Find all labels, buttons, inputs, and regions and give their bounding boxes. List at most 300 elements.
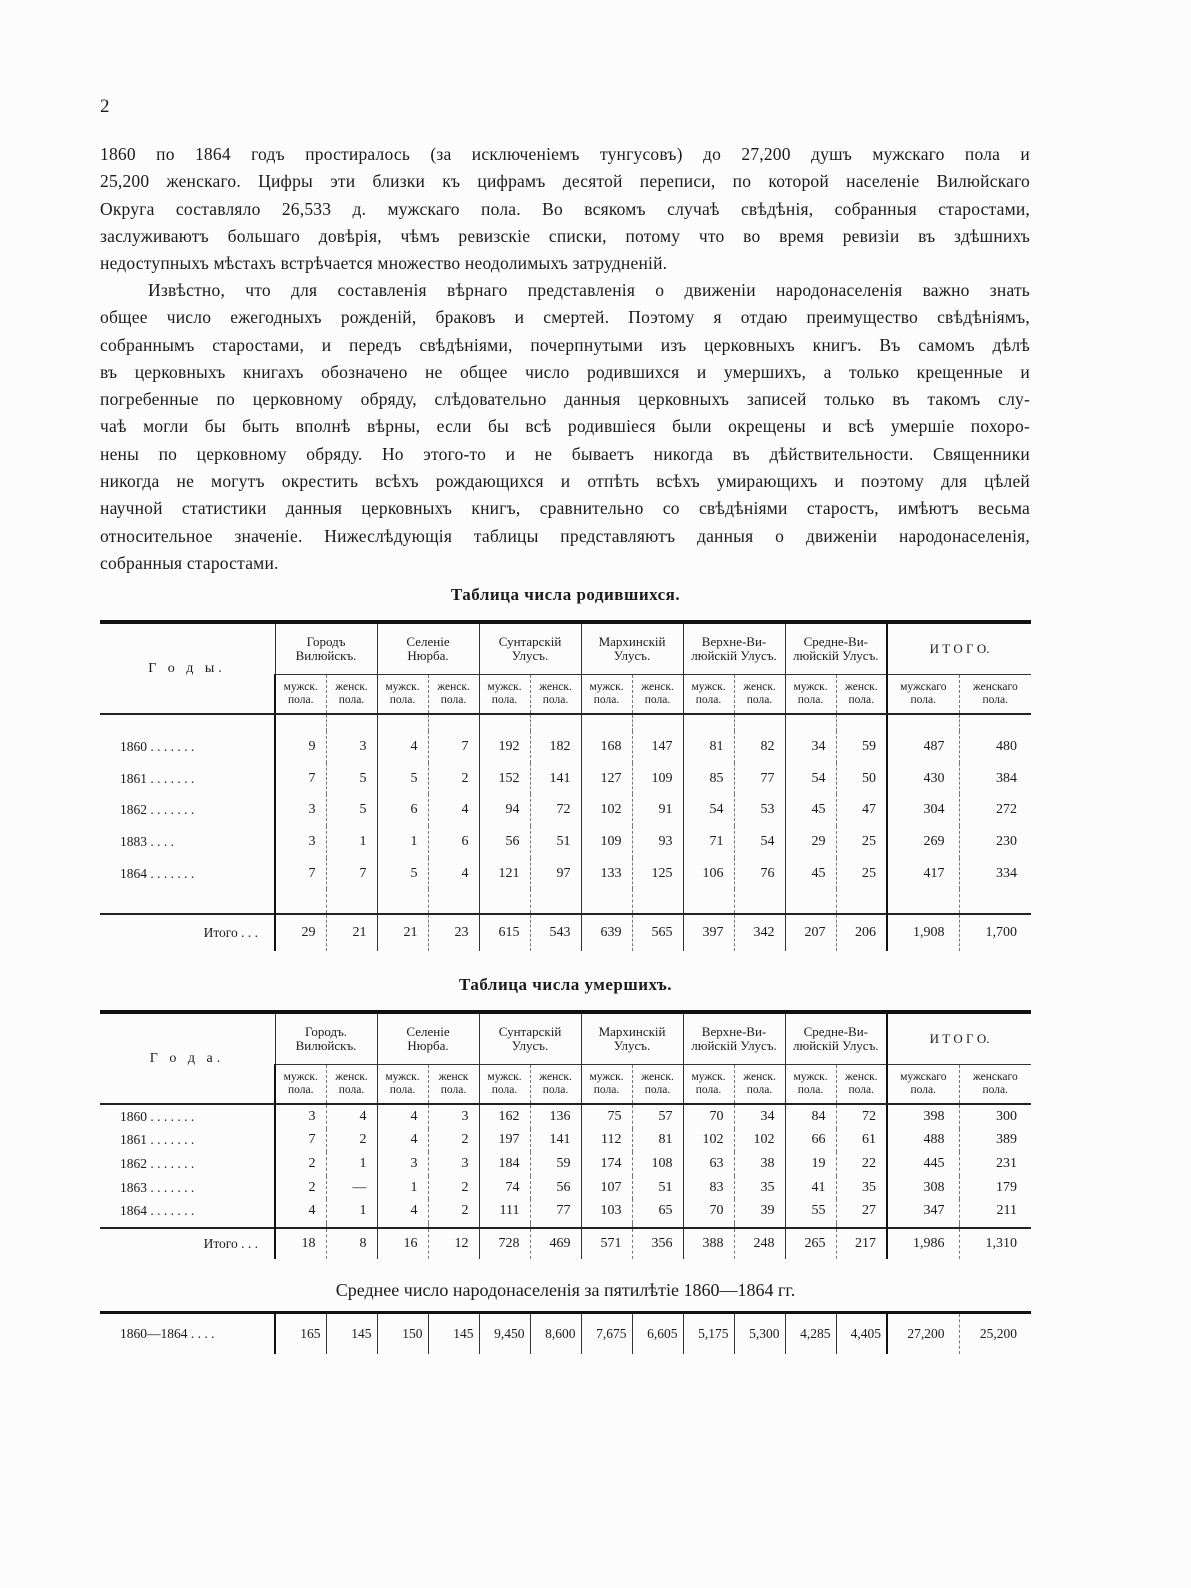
average-row: [100, 1313, 1031, 1355]
total-value: 469: [530, 1228, 581, 1259]
value-cell: 111: [479, 1199, 530, 1223]
sex-subheader: женск. пола.: [734, 1065, 785, 1105]
value-cell: 6: [377, 794, 428, 826]
total-value: 728: [479, 1228, 530, 1259]
value-cell: 19: [785, 1152, 836, 1176]
value-cell: 103: [581, 1199, 632, 1223]
value-cell: 272: [959, 794, 1031, 826]
total-value: 1,986: [887, 1228, 959, 1259]
table-row: [100, 1152, 1031, 1176]
value-cell: 91: [632, 794, 683, 826]
sex-subheader: мужск. пола.: [785, 1065, 836, 1105]
value-cell: 81: [632, 1129, 683, 1153]
total-value: 1,908: [887, 914, 959, 951]
table-row: [100, 826, 1031, 858]
text-line: 1860 по 1864 годъ простиралось (за исключеніемъ тунгусовъ) до 27,200 душъ мужскаго пола и: [100, 144, 1030, 164]
spacer-cell: [275, 714, 326, 731]
year-label: 1860 . . . . . . .: [120, 738, 195, 754]
text-line: относительное значеніе. Нижеслѣдующія таблицы представляютъ данныя о движеніи народонаселенія,: [100, 525, 1030, 546]
sex-subheader: женск. пола.: [428, 675, 479, 715]
total-value: 615: [479, 914, 530, 951]
column-group-header: И Т О Г О.: [887, 1012, 1031, 1065]
value-cell: 109: [632, 763, 683, 795]
paragraph-1: [100, 141, 1030, 277]
value-cell: 25,200: [959, 1313, 1031, 1355]
value-cell: 2: [275, 1152, 326, 1176]
total-value: 29: [275, 914, 326, 951]
table-row: [100, 858, 1031, 890]
total-value: 1,700: [959, 914, 1031, 951]
value-cell: 76: [734, 858, 785, 890]
value-cell: 66: [785, 1129, 836, 1153]
value-cell: 4: [377, 1129, 428, 1153]
year-label: 1883 . . . .: [120, 833, 174, 849]
value-cell: 1: [377, 1176, 428, 1200]
deaths-table: [100, 1010, 1031, 1259]
spacer-cell: [581, 714, 632, 731]
sex-subheader: женскаго пола.: [959, 675, 1031, 715]
total-value: 207: [785, 914, 836, 951]
value-cell: 487: [887, 731, 959, 763]
sex-subheader: мужск. пола.: [581, 675, 632, 715]
value-cell: 25: [836, 826, 887, 858]
value-cell: 27,200: [887, 1313, 959, 1355]
text-line: общее число ежегодныхъ рожденій, браковъ и смертей. Поэтому я отдаю преимущество свѣдѣніямъ,: [100, 307, 1030, 328]
value-cell: 269: [887, 826, 959, 858]
value-cell: 141: [530, 1129, 581, 1153]
value-cell: 94: [479, 794, 530, 826]
value-cell: 35: [734, 1176, 785, 1200]
total-value: 342: [734, 914, 785, 951]
column-group-header: Мархинскій Улусъ.: [581, 622, 683, 675]
year-label: 1862 . . . . . . .: [120, 1155, 195, 1171]
value-cell: 2: [428, 1129, 479, 1153]
value-cell: 56: [530, 1176, 581, 1200]
value-cell: 121: [479, 858, 530, 890]
value-cell: 93: [632, 826, 683, 858]
total-row: [100, 914, 1031, 951]
text-line: погребенные по церковному обряду, слѣдовательно данныя церковныхъ записей только въ такомъ слу-: [100, 389, 1030, 410]
spacer-cell: [530, 889, 581, 914]
total-row: [100, 1228, 1031, 1259]
period-label: 1860—1864 . . . .: [120, 1326, 215, 1341]
year-column-header: Г о д ы.: [100, 622, 275, 714]
text-line: недоступныхъ мѣстахъ встрѣчается множество неодолимыхъ затрудненій.: [100, 253, 668, 274]
text-line: собранныя старостами.: [100, 552, 279, 573]
value-cell: 445: [887, 1152, 959, 1176]
value-cell: 57: [632, 1104, 683, 1129]
total-value: 217: [836, 1228, 887, 1259]
value-cell: 27: [836, 1199, 887, 1223]
spacer-cell: [377, 714, 428, 731]
total-value: 571: [581, 1228, 632, 1259]
value-cell: 65: [632, 1199, 683, 1223]
value-cell: 59: [836, 731, 887, 763]
sex-subheader: мужскаго пола.: [887, 1065, 959, 1105]
spacer-cell: [275, 889, 326, 914]
value-cell: 4: [377, 731, 428, 763]
column-group-header: Селеніе Нюрба.: [377, 622, 479, 675]
total-value: 206: [836, 914, 887, 951]
spacer-cell: [100, 889, 275, 914]
sex-subheader: мужск. пола.: [683, 675, 734, 715]
value-cell: 47: [836, 794, 887, 826]
text-line: 25,200 женскаго. Цифры эти близки къ цифрамъ десятой переписи, по которой населеніе Вилюйскаго: [100, 171, 1030, 192]
value-cell: 308: [887, 1176, 959, 1200]
value-cell: 5: [326, 794, 377, 826]
year-label: 1864 . . . . . . .: [120, 865, 195, 881]
value-cell: 107: [581, 1176, 632, 1200]
table-row: [100, 1176, 1031, 1200]
value-cell: 34: [785, 731, 836, 763]
sex-subheader: мужск. пола.: [275, 1065, 326, 1105]
births-table-title: Таблица числа родившихся.: [450, 585, 681, 604]
value-cell: 480: [959, 731, 1031, 763]
total-value: 639: [581, 914, 632, 951]
value-cell: 84: [785, 1104, 836, 1129]
value-cell: 3: [377, 1152, 428, 1176]
value-cell: 2: [428, 1199, 479, 1223]
value-cell: 145: [326, 1313, 377, 1355]
value-cell: 430: [887, 763, 959, 795]
total-value: 16: [377, 1228, 428, 1259]
value-cell: 4,285: [785, 1313, 836, 1355]
value-cell: 7: [428, 731, 479, 763]
value-cell: 50: [836, 763, 887, 795]
value-cell: 54: [683, 794, 734, 826]
sex-subheader: женск пола.: [428, 1065, 479, 1105]
text-line: никогда не могутъ окрестить всѣхъ рождающихся и отпѣть всѣхъ умирающихъ и поэтому для цѣлей: [100, 471, 1030, 492]
value-cell: 7: [275, 763, 326, 795]
total-value: 356: [632, 1228, 683, 1259]
value-cell: 75: [581, 1104, 632, 1129]
value-cell: 72: [530, 794, 581, 826]
text-line: Округа составляло 26,533 д. мужскаго пола. Во всякомъ случаѣ свѣдѣнія, собранныя старостами,: [100, 198, 1030, 219]
value-cell: 70: [683, 1104, 734, 1129]
value-cell: 127: [581, 763, 632, 795]
sex-subheader: женск. пола.: [326, 675, 377, 715]
total-label: Итого . . .: [100, 914, 275, 951]
column-group-header: Сунтарскій Улусъ.: [479, 1012, 581, 1065]
sex-subheader: женск. пола.: [530, 675, 581, 715]
value-cell: 61: [836, 1129, 887, 1153]
value-cell: 147: [632, 731, 683, 763]
value-cell: 2: [428, 1176, 479, 1200]
value-cell: 1: [326, 1152, 377, 1176]
average-population-table: [100, 1311, 1031, 1354]
value-cell: 1: [377, 826, 428, 858]
spacer-cell: [377, 889, 428, 914]
total-value: 8: [326, 1228, 377, 1259]
value-cell: 53: [734, 794, 785, 826]
spacer-cell: [428, 889, 479, 914]
column-group-header: Верхне-Ви- люйскій Улусъ.: [683, 622, 785, 675]
value-cell: 109: [581, 826, 632, 858]
value-cell: 1: [326, 826, 377, 858]
total-value: 21: [377, 914, 428, 951]
value-cell: 136: [530, 1104, 581, 1129]
value-cell: 384: [959, 763, 1031, 795]
sex-subheader: женск. пола.: [326, 1065, 377, 1105]
value-cell: 141: [530, 763, 581, 795]
value-cell: 162: [479, 1104, 530, 1129]
spacer-cell: [836, 714, 887, 731]
value-cell: 4: [326, 1104, 377, 1129]
table-row: [100, 731, 1031, 763]
total-value: 1,310: [959, 1228, 1031, 1259]
value-cell: 102: [683, 1129, 734, 1153]
value-cell: 179: [959, 1176, 1031, 1200]
value-cell: 56: [479, 826, 530, 858]
column-group-header: Селеніе Нюрба.: [377, 1012, 479, 1065]
spacer-cell: [887, 889, 959, 914]
total-label: Итого . . .: [100, 1228, 275, 1259]
value-cell: 6,605: [632, 1313, 683, 1355]
value-cell: 3: [275, 794, 326, 826]
spacer-cell: [479, 889, 530, 914]
total-value: 248: [734, 1228, 785, 1259]
sex-subheader: женск. пола.: [632, 675, 683, 715]
value-cell: 54: [785, 763, 836, 795]
total-value: 265: [785, 1228, 836, 1259]
column-group-header: Городъ Вилюйскъ.: [275, 622, 377, 675]
value-cell: 41: [785, 1176, 836, 1200]
text-line: въ церковныхъ книгахъ обозначено не общее число родившихся и умершихъ, а только крещенные и: [100, 361, 1030, 382]
total-value: 565: [632, 914, 683, 951]
table-row: [100, 1104, 1031, 1129]
value-cell: 3: [428, 1152, 479, 1176]
births-table: [100, 620, 1031, 951]
value-cell: 106: [683, 858, 734, 890]
sex-subheader: мужск. пола.: [479, 675, 530, 715]
spacer-cell: [785, 714, 836, 731]
value-cell: 35: [836, 1176, 887, 1200]
sex-subheader: женск. пола.: [530, 1065, 581, 1105]
sex-subheader: мужск. пола.: [479, 1065, 530, 1105]
value-cell: 70: [683, 1199, 734, 1223]
sex-subheader: мужск. пола.: [275, 675, 326, 715]
text-line: научной статистики данныя церковныхъ книгъ, сравнительно со свѣдѣніями старостъ, имѣютъ весьма: [100, 498, 1030, 519]
sex-subheader: женск. пола.: [836, 1065, 887, 1105]
value-cell: 184: [479, 1152, 530, 1176]
value-cell: 7: [326, 858, 377, 890]
value-cell: 3: [275, 826, 326, 858]
column-group-header: Мархинскій Улусъ.: [581, 1012, 683, 1065]
total-value: 18: [275, 1228, 326, 1259]
value-cell: 133: [581, 858, 632, 890]
value-cell: 8,600: [530, 1313, 581, 1355]
total-value: 23: [428, 914, 479, 951]
value-cell: 4,405: [836, 1313, 887, 1355]
text-line: заслуживаютъ большаго довѣрія, чѣмъ ревизскіе списки, потому что во время ревизіи въ здѣшнихъ: [100, 225, 1030, 246]
sex-subheader: мужск. пола.: [581, 1065, 632, 1105]
value-cell: 45: [785, 794, 836, 826]
spacer-cell: [683, 714, 734, 731]
value-cell: 97: [530, 858, 581, 890]
spacer-cell: [734, 714, 785, 731]
value-cell: 38: [734, 1152, 785, 1176]
value-cell: 7: [275, 1129, 326, 1153]
value-cell: 145: [428, 1313, 479, 1355]
value-cell: 3: [275, 1104, 326, 1129]
value-cell: 7: [275, 858, 326, 890]
spacer-cell: [785, 889, 836, 914]
value-cell: 29: [785, 826, 836, 858]
text-line: собраннымъ старостами, и передъ свѣдѣніями, почерпнутыми изъ церковныхъ книгъ. Въ самомъ дѣлѣ: [100, 334, 1030, 355]
spacer-cell: [428, 714, 479, 731]
spacer-cell: [326, 714, 377, 731]
value-cell: 4: [428, 794, 479, 826]
spacer-cell: [479, 714, 530, 731]
page-number: 2: [100, 96, 110, 117]
value-cell: 152: [479, 763, 530, 795]
value-cell: 25: [836, 858, 887, 890]
sex-subheader: мужск. пола.: [377, 675, 428, 715]
value-cell: 389: [959, 1129, 1031, 1153]
table-row: [100, 794, 1031, 826]
value-cell: 4: [377, 1104, 428, 1129]
value-cell: 45: [785, 858, 836, 890]
value-cell: 85: [683, 763, 734, 795]
spacer-cell: [836, 889, 887, 914]
value-cell: 5,300: [734, 1313, 785, 1355]
value-cell: 83: [683, 1176, 734, 1200]
value-cell: 230: [959, 826, 1031, 858]
value-cell: 74: [479, 1176, 530, 1200]
value-cell: 5: [326, 763, 377, 795]
column-group-header: Средне-Ви- люйскій Улусъ.: [785, 622, 887, 675]
value-cell: 174: [581, 1152, 632, 1176]
table-row: [100, 1199, 1031, 1223]
spacer-cell: [632, 889, 683, 914]
value-cell: 168: [581, 731, 632, 763]
text-line: Извѣстно, что для составленія вѣрнаго представленія о движеніи народонаселенія важно знать: [148, 280, 1030, 300]
sex-subheader: женск. пола.: [836, 675, 887, 715]
total-value: 543: [530, 914, 581, 951]
sex-subheader: женск. пола.: [734, 675, 785, 715]
value-cell: 417: [887, 858, 959, 890]
spacer-cell: [581, 889, 632, 914]
value-cell: 108: [632, 1152, 683, 1176]
value-cell: 9: [275, 731, 326, 763]
table-row: [100, 763, 1031, 795]
value-cell: 398: [887, 1104, 959, 1129]
sex-subheader: мужск. пола.: [683, 1065, 734, 1105]
value-cell: 39: [734, 1199, 785, 1223]
value-cell: 165: [275, 1313, 326, 1355]
value-cell: 5: [377, 858, 428, 890]
column-group-header: Сунтарскій Улусъ.: [479, 622, 581, 675]
year-label: 1863 . . . . . . .: [120, 1179, 195, 1195]
value-cell: 4: [275, 1199, 326, 1223]
value-cell: 22: [836, 1152, 887, 1176]
value-cell: 72: [836, 1104, 887, 1129]
value-cell: 3: [326, 731, 377, 763]
sex-subheader: женскаго пола.: [959, 1065, 1031, 1105]
spacer-cell: [959, 714, 1031, 731]
sex-subheader: женск. пола.: [632, 1065, 683, 1105]
total-value: 12: [428, 1228, 479, 1259]
average-table-title: Среднее число народонаселенія за пятилѣтіе 1860—1864 гг.: [335, 1280, 796, 1300]
sex-subheader: мужск. пола.: [377, 1065, 428, 1105]
value-cell: 82: [734, 731, 785, 763]
total-value: 397: [683, 914, 734, 951]
value-cell: —: [326, 1176, 377, 1200]
deaths-table-title: Таблица числа умершихъ.: [458, 975, 673, 994]
table-row: [100, 1129, 1031, 1153]
year-column-header: Г о д а.: [100, 1012, 275, 1104]
total-value: 21: [326, 914, 377, 951]
value-cell: 125: [632, 858, 683, 890]
spacer-cell: [326, 889, 377, 914]
value-cell: 77: [530, 1199, 581, 1223]
column-group-header: И Т О Г О.: [887, 622, 1031, 675]
value-cell: 77: [734, 763, 785, 795]
value-cell: 7,675: [581, 1313, 632, 1355]
value-cell: 2: [428, 763, 479, 795]
year-label: 1860 . . . . . . .: [120, 1108, 195, 1124]
total-value: 388: [683, 1228, 734, 1259]
year-label: 1864 . . . . . . .: [120, 1203, 195, 1219]
value-cell: 5,175: [683, 1313, 734, 1355]
value-cell: 5: [377, 763, 428, 795]
value-cell: 55: [785, 1199, 836, 1223]
value-cell: 2: [326, 1129, 377, 1153]
spacer-cell: [959, 889, 1031, 914]
value-cell: 112: [581, 1129, 632, 1153]
value-cell: 300: [959, 1104, 1031, 1129]
value-cell: 192: [479, 731, 530, 763]
sex-subheader: мужскаго пола.: [887, 675, 959, 715]
value-cell: 6: [428, 826, 479, 858]
spacer-cell: [530, 714, 581, 731]
value-cell: 4: [377, 1199, 428, 1223]
column-group-header: Верхне-Ви- люйскій Улусъ.: [683, 1012, 785, 1065]
column-group-header: Средне-Ви- люйскій Улусъ.: [785, 1012, 887, 1065]
value-cell: 197: [479, 1129, 530, 1153]
value-cell: 4: [428, 858, 479, 890]
value-cell: 102: [734, 1129, 785, 1153]
year-label: 1861 . . . . . . .: [120, 770, 195, 786]
value-cell: 347: [887, 1199, 959, 1223]
spacer-cell: [632, 714, 683, 731]
value-cell: 59: [530, 1152, 581, 1176]
value-cell: 211: [959, 1199, 1031, 1223]
value-cell: 304: [887, 794, 959, 826]
value-cell: 231: [959, 1152, 1031, 1176]
value-cell: 71: [683, 826, 734, 858]
value-cell: 102: [581, 794, 632, 826]
paragraph-2: [100, 277, 1030, 577]
spacer-cell: [734, 889, 785, 914]
year-label: 1861 . . . . . . .: [120, 1132, 195, 1148]
value-cell: 488: [887, 1129, 959, 1153]
spacer-cell: [100, 714, 275, 731]
value-cell: 150: [377, 1313, 428, 1355]
value-cell: 34: [734, 1104, 785, 1129]
text-line: чаѣ могли бы быть вполнѣ вѣрны, если бы всѣ родившіеся были окрещены и всѣ умершіе похоро-: [100, 416, 1030, 437]
value-cell: 2: [275, 1176, 326, 1200]
value-cell: 1: [326, 1199, 377, 1223]
column-group-header: Городъ. Вилюйскъ.: [275, 1012, 377, 1065]
year-label: 1862 . . . . . . .: [120, 802, 195, 818]
value-cell: 334: [959, 858, 1031, 890]
value-cell: 51: [530, 826, 581, 858]
sex-subheader: мужск. пола.: [785, 675, 836, 715]
spacer-cell: [887, 714, 959, 731]
value-cell: 3: [428, 1104, 479, 1129]
value-cell: 182: [530, 731, 581, 763]
